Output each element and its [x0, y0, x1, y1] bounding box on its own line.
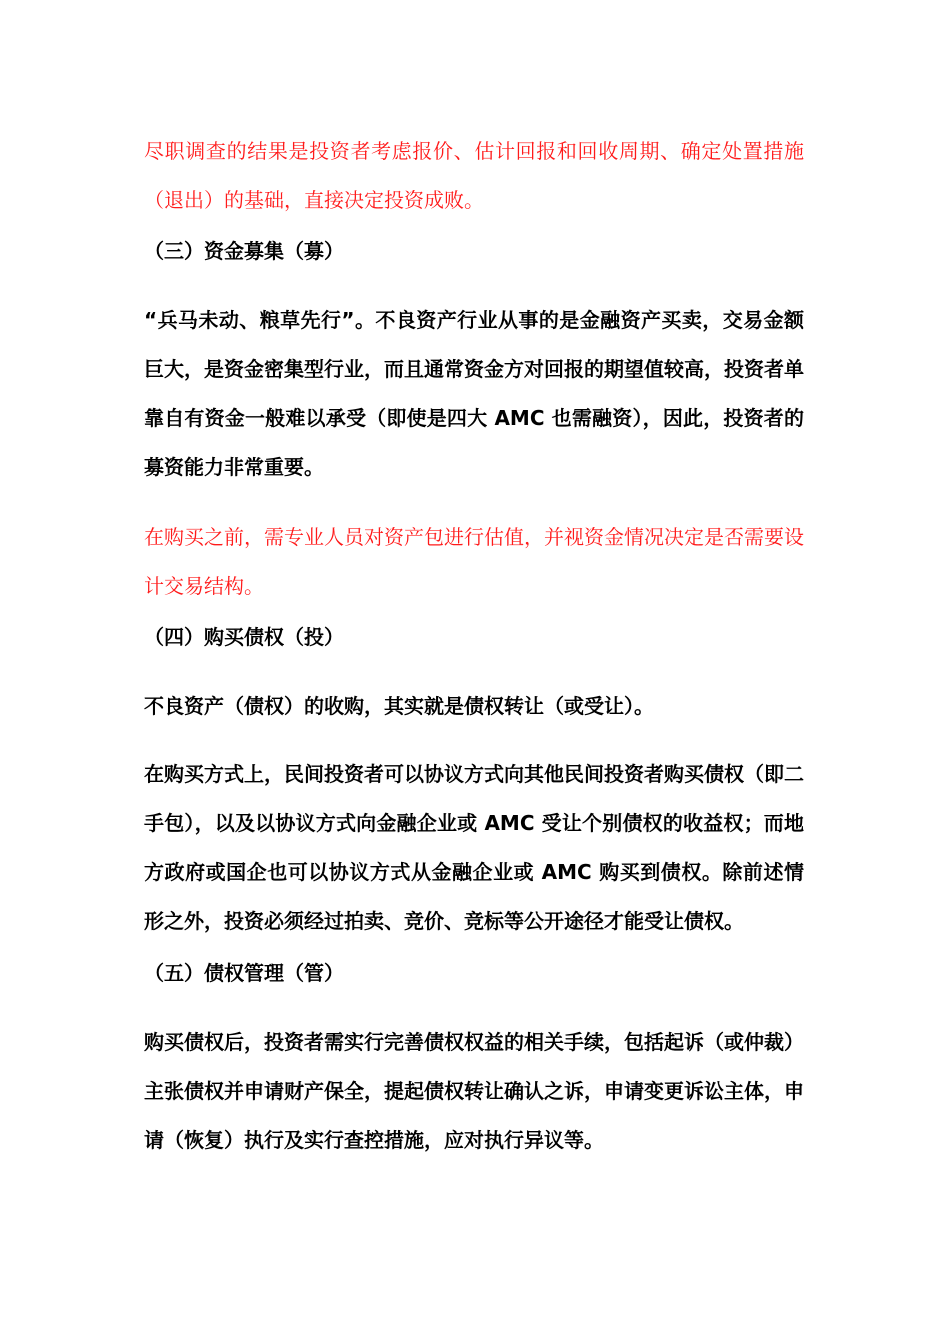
paragraph-debt-management: 购买债权后，投资者需实行完善债权权益的相关手续，包括起诉（或仲裁）主张债权并申请财产保全，提起债权转让确认之诉，申请变更诉讼主体，申请（恢复）执行及实行查控措施，应对执行异议等。	[144, 1030, 804, 1152]
paragraph-due-diligence-result: 尽职调查的结果是投资者考虑报价、估计回报和回收周期、确定处置措施（退出）的基础，直接决定投资成败。	[144, 139, 804, 212]
paragraph-valuation: 在购买之前，需专业人员对资产包进行估值，并视资金情况决定是否需要设计交易结构。	[144, 525, 804, 598]
paragraph-acquisition: 不良资产（债权）的收购，其实就是债权转让（或受让）。	[144, 694, 654, 718]
section-heading-purchase: （四）购买债权（投）	[144, 625, 344, 649]
paragraph-purchase-methods: 在购买方式上，民间投资者可以协议方式向其他民间投资者购买债权（即二手包），以及以协议方式向金融企业或 AMC 受让个别债权的收益权；而地方政府或国企也可以协议方式从金融企业或 AMC 购买到债权。除前述情形之外，投资必须经过拍卖、竞价、竞标等公开途径才能受让债权。	[144, 762, 804, 933]
section-heading-management: （五）债权管理（管）	[144, 961, 344, 985]
paragraph-fundraising: “兵马未动、粮草先行”。不良资产行业从事的是金融资产买卖，交易金额巨大，是资金密集型行业，而且通常资金方对回报的期望值较高，投资者单靠自有资金一般难以承受（即使是四大 AMC 也需融资），因此，投资者的募资能力非常重要。	[144, 308, 804, 479]
section-heading-fundraising: （三）资金募集（募）	[144, 239, 344, 263]
